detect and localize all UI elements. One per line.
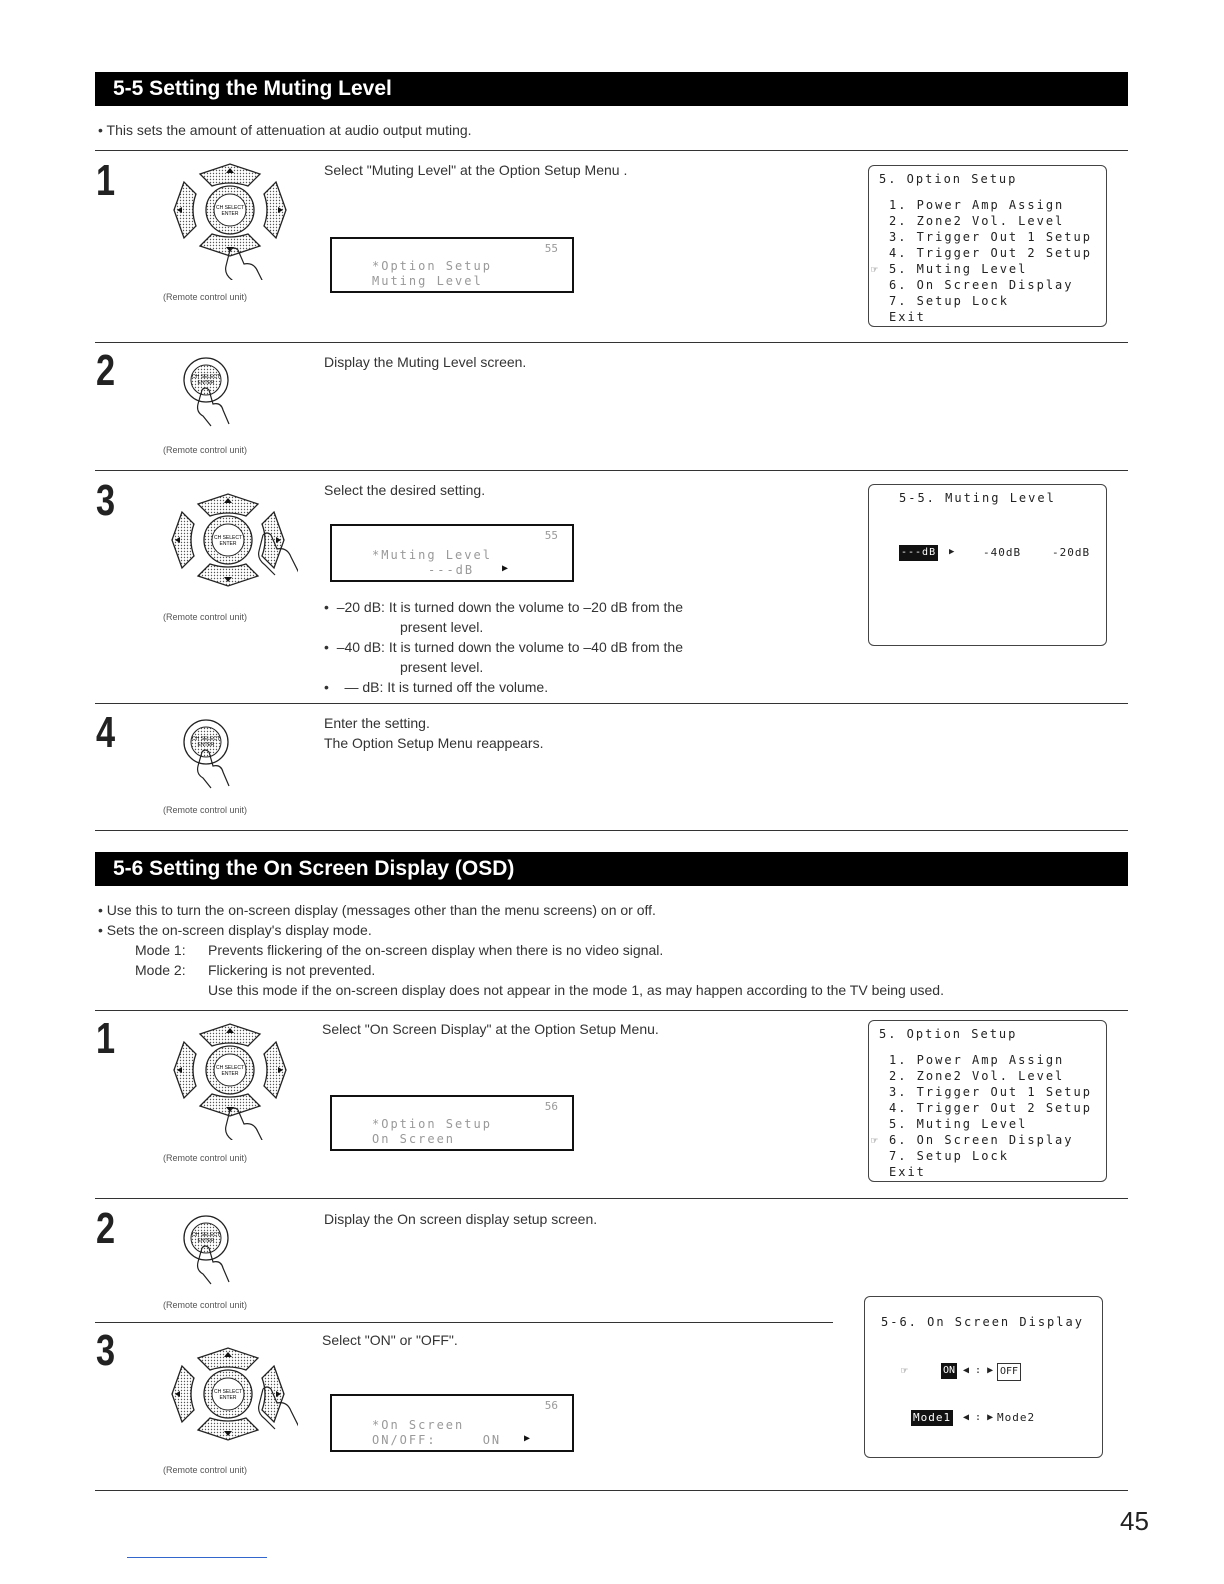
fl-line2: Muting Level	[372, 274, 483, 288]
bullet-item: • — dB: It is turned off the volume.	[324, 679, 549, 695]
front-display-panel	[330, 237, 574, 293]
step-number: 2	[96, 346, 116, 395]
osd-menu-item: 5. Muting Level	[889, 1117, 1028, 1131]
osd-option-on-selected: ON	[941, 1363, 957, 1379]
osd-title: 5. Option Setup	[879, 1027, 1018, 1041]
mode-text: Prevents flickering of the on-screen display when there is no video signal.	[208, 942, 664, 958]
remote-dpad-icon	[168, 1344, 298, 1464]
mode-text: Flickering is not prevented.	[208, 962, 376, 978]
osd-title: 5-5. Muting Level	[899, 491, 1056, 505]
osd-menu-item: 2. Zone2 Vol. Level	[889, 214, 1065, 228]
fl-line2: ON/OFF: ON	[372, 1433, 502, 1447]
section-bullet: • Use this to turn the on-screen display (messages other than the menu screens) on or off.	[98, 902, 656, 918]
fl-line2: On Screen	[372, 1132, 456, 1146]
footer-rule	[127, 1557, 267, 1558]
mode-label: Mode 2:	[135, 962, 186, 978]
remote-enter-icon	[176, 712, 256, 802]
remote-caption: (Remote control unit)	[163, 612, 248, 622]
fl-counter: 55	[544, 242, 558, 255]
remote-caption: (Remote control unit)	[163, 1153, 248, 1163]
mode-label: Mode 1:	[135, 942, 186, 958]
remote-dpad-icon	[170, 160, 290, 280]
bullet-continuation: present level.	[400, 619, 484, 635]
osd-on-screen-display-screen	[864, 1296, 1103, 1458]
step-text: The Option Setup Menu reappears.	[324, 735, 544, 751]
section-intro: • This sets the amount of attenuation at audio output muting.	[98, 122, 472, 138]
step-text: Enter the setting.	[324, 715, 430, 731]
step-text: Display the Muting Level screen.	[324, 354, 527, 370]
osd-separator: ◀ : ▶	[963, 1412, 994, 1423]
front-display-panel	[330, 524, 574, 582]
divider	[95, 830, 1128, 831]
osd-menu-item: 7. Setup Lock	[889, 294, 1009, 308]
osd-menu-item: 1. Power Amp Assign	[889, 1053, 1065, 1067]
osd-option-selected: ---dB	[899, 545, 938, 561]
divider	[95, 1198, 1128, 1199]
fl-counter: 56	[544, 1100, 558, 1113]
osd-option: -40dB	[983, 546, 1022, 559]
step-number: 2	[96, 1204, 116, 1253]
remote-dpad-icon	[168, 490, 298, 610]
page-number: 45	[1120, 1506, 1149, 1536]
osd-menu-item: 4. Trigger Out 2 Setup	[889, 246, 1092, 260]
step-number: 1	[96, 1014, 116, 1063]
divider	[95, 470, 1128, 471]
remote-caption: (Remote control unit)	[163, 445, 248, 455]
divider	[95, 703, 1128, 704]
step-number: 3	[96, 476, 116, 525]
osd-title: 5-6. On Screen Display	[881, 1315, 1084, 1329]
cursor-icon: ☞	[901, 1364, 910, 1377]
osd-menu-item-selected: 6. On Screen Display	[889, 1133, 1074, 1147]
osd-option-setup-menu	[868, 1020, 1107, 1182]
divider	[95, 1322, 833, 1323]
osd-menu-item: Exit	[889, 310, 926, 324]
bullet-continuation: present level.	[400, 659, 484, 675]
front-display-panel	[330, 1394, 574, 1452]
osd-menu-item: 2. Zone2 Vol. Level	[889, 1069, 1065, 1083]
bullet-item: • –40 dB: It is turned down the volume to –40 dB from the	[324, 639, 684, 655]
remote-caption: (Remote control unit)	[163, 805, 248, 815]
fl-line2: ---dB	[428, 563, 475, 577]
step-text: Select "ON" or "OFF".	[322, 1332, 458, 1348]
remote-caption: (Remote control unit)	[163, 1300, 248, 1310]
divider	[95, 1490, 1128, 1491]
step-number: 3	[96, 1326, 116, 1375]
mode-text: Use this mode if the on-screen display does not appear in the mode 1, as may happen according to the TV being used.	[208, 982, 944, 998]
section-bullet: • Sets the on-screen display's display mode.	[98, 922, 372, 938]
osd-option-setup-menu	[868, 165, 1107, 327]
osd-muting-level-screen	[868, 484, 1107, 646]
remote-caption: (Remote control unit)	[163, 292, 248, 302]
step-text: Select "On Screen Display" at the Option Setup Menu.	[322, 1021, 659, 1037]
cursor-icon: ☞	[871, 1134, 880, 1147]
osd-menu-item: 3. Trigger Out 1 Setup	[889, 230, 1092, 244]
step-text: Select the desired setting.	[324, 482, 486, 498]
step-text: Select "Muting Level" at the Option Setup Menu .	[324, 162, 628, 178]
osd-option-mode2: Mode2	[997, 1411, 1036, 1424]
fl-line1: *Muting Level	[372, 548, 492, 562]
osd-menu-item: 1. Power Amp Assign	[889, 198, 1065, 212]
section-title-muting-level: 5-5 Setting the Muting Level	[95, 72, 1128, 106]
section-title-osd: 5-6 Setting the On Screen Display (OSD)	[95, 852, 1128, 886]
divider	[95, 150, 1128, 151]
osd-option-mode1-selected: Mode1	[913, 1411, 952, 1424]
fl-counter: 56	[544, 1399, 558, 1412]
divider	[95, 342, 1128, 343]
right-arrow-icon: ▶	[949, 547, 957, 557]
remote-enter-icon	[176, 1208, 256, 1298]
fl-line1: *Option Setup	[372, 1117, 492, 1131]
remote-caption: (Remote control unit)	[163, 1465, 248, 1475]
divider	[95, 1010, 1128, 1011]
step-text: Display the On screen display setup screen.	[324, 1211, 598, 1227]
cursor-icon: ☞	[871, 263, 880, 276]
osd-menu-item: Exit	[889, 1165, 926, 1179]
right-arrow-icon: ▶	[524, 1433, 531, 1444]
osd-option-off: OFF	[997, 1363, 1021, 1381]
osd-menu-item: 4. Trigger Out 2 Setup	[889, 1101, 1092, 1115]
osd-menu-item: 3. Trigger Out 1 Setup	[889, 1085, 1092, 1099]
fl-line1: *Option Setup	[372, 259, 492, 273]
bullet-item: • –20 dB: It is turned down the volume to –20 dB from the	[324, 599, 684, 615]
step-number: 1	[96, 156, 116, 205]
osd-title: 5. Option Setup	[879, 172, 1018, 186]
osd-menu-item: 7. Setup Lock	[889, 1149, 1009, 1163]
remote-enter-icon	[176, 350, 256, 440]
osd-menu-item: 6. On Screen Display	[889, 278, 1074, 292]
right-arrow-icon: ▶	[502, 563, 509, 574]
fl-line1: *On Screen	[372, 1418, 465, 1432]
remote-dpad-icon	[170, 1020, 290, 1140]
fl-counter: 55	[544, 529, 558, 542]
front-display-panel	[330, 1095, 574, 1151]
osd-menu-item-selected: 5. Muting Level	[889, 262, 1028, 276]
step-number: 4	[96, 708, 116, 757]
osd-separator: ◀ : ▶	[963, 1365, 994, 1376]
osd-option: -20dB	[1052, 546, 1091, 559]
